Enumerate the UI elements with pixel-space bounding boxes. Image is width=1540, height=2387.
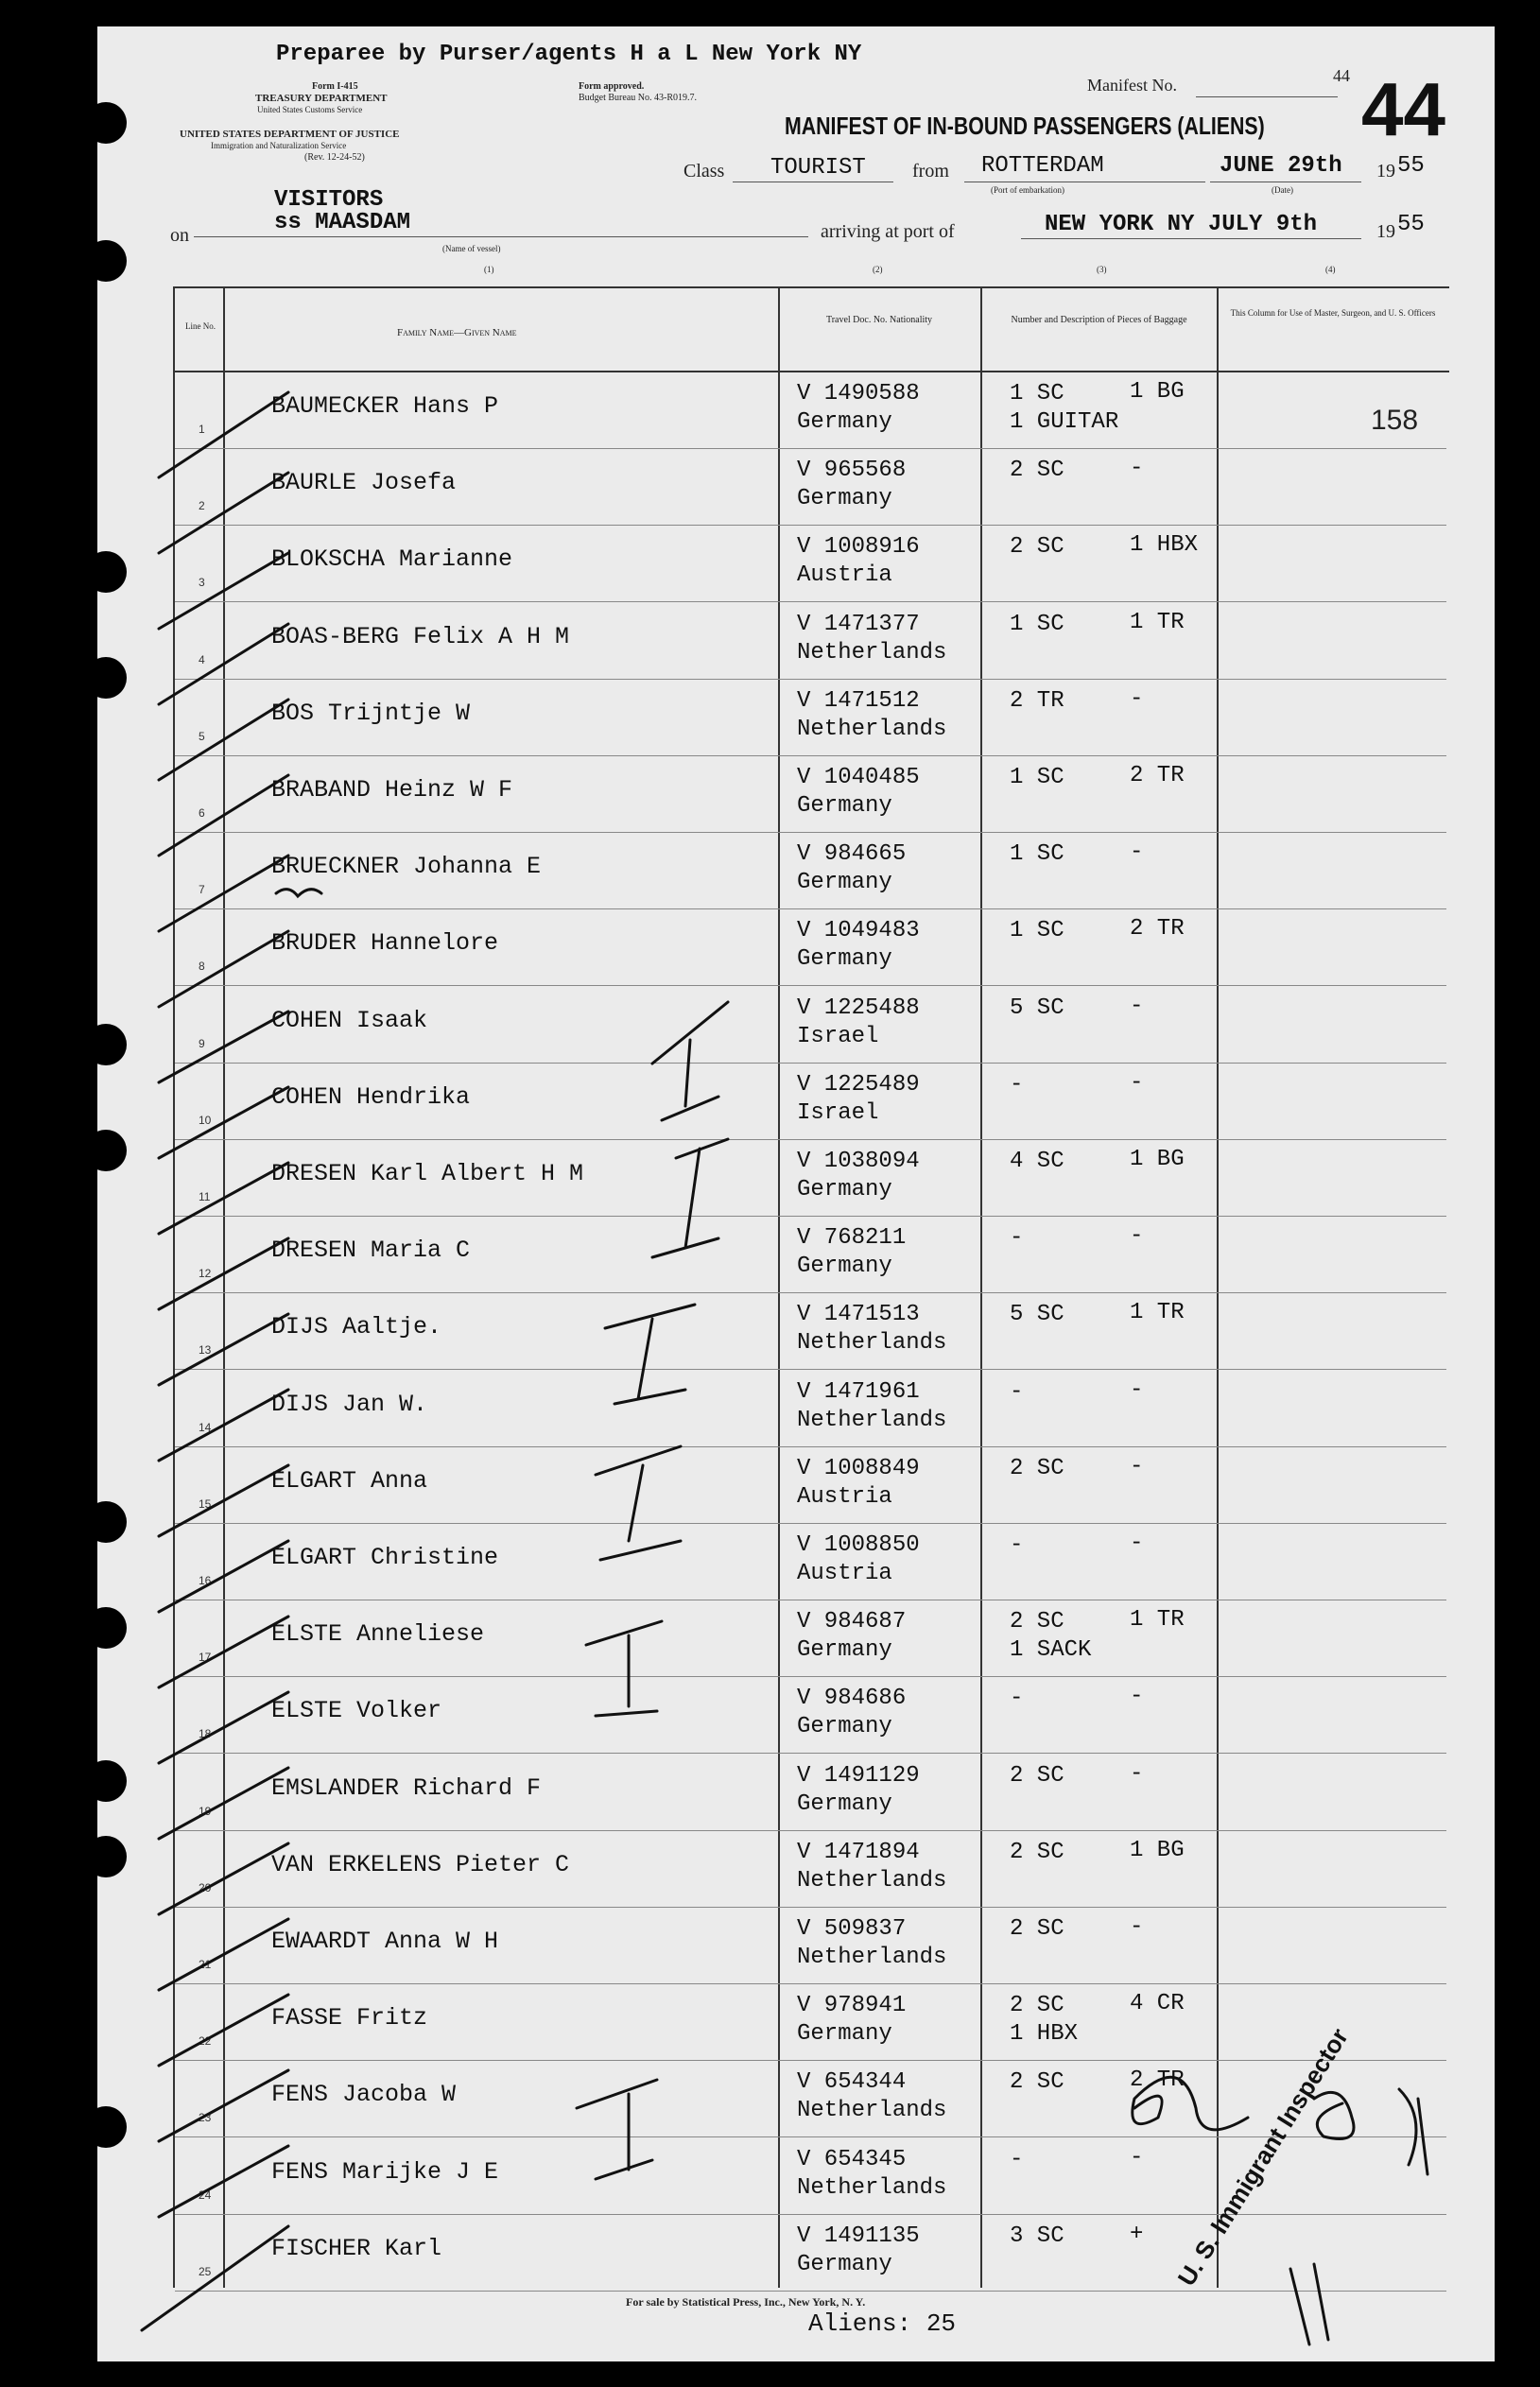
line-number: 22: [199, 2034, 212, 2048]
justice-label: UNITED STATES DEPARTMENT OF JUSTICE: [180, 129, 400, 140]
budget-bureau: Budget Bureau No. 43-R019.7.: [579, 93, 697, 103]
baggage-primary: 1 SC: [1010, 918, 1064, 943]
line-number: 18: [199, 1727, 212, 1740]
baggage-primary: 3 SC: [1010, 2223, 1064, 2249]
passenger-name: BAURLE Josefa: [271, 469, 457, 496]
baggage-extra: -: [1130, 2145, 1144, 2171]
baggage-extra: 1 HBX: [1130, 532, 1199, 558]
baggage-extra: +: [1130, 2222, 1144, 2247]
nationality: Germany: [797, 1177, 892, 1202]
baggage-extra: -: [1130, 1684, 1144, 1709]
travel-doc-number: V 978941: [797, 1993, 907, 2018]
baggage-extra: 2 TR: [1130, 2067, 1185, 2093]
travel-doc-number: V 654345: [797, 2147, 907, 2172]
line-number: 11: [199, 1190, 211, 1203]
prepared-by: Preparee by Purser/agents H a L New York NY: [276, 42, 862, 67]
line-number: 1: [199, 423, 205, 436]
row-divider: [175, 1830, 1446, 1831]
passenger-name: BRUDER Hannelore: [271, 929, 499, 957]
line-number: 10: [199, 1114, 212, 1127]
row-divider: [175, 1446, 1446, 1447]
punch-hole: [85, 1607, 127, 1649]
baggage-extra: -: [1130, 1531, 1144, 1556]
baggage-primary: 1 SC: [1010, 841, 1064, 867]
baggage-primary: -: [1010, 1532, 1024, 1558]
passenger-name: BAUMECKER Hans P: [271, 392, 499, 420]
row-divider: [175, 1369, 1446, 1370]
baggage-primary: 2 SC: [1010, 1609, 1064, 1635]
line-number: 13: [199, 1343, 212, 1357]
on-label: on: [170, 225, 189, 246]
vessel-name: ss MAASDAM: [274, 210, 411, 235]
baggage-extra: 1 BG: [1130, 379, 1185, 405]
baggage-primary: 1 SC: [1010, 381, 1064, 406]
baggage-extra: -: [1130, 1454, 1144, 1479]
passenger-name: BRUECKNER Johanna E: [271, 853, 542, 880]
baggage-extra: 1 TR: [1130, 1300, 1185, 1325]
nationality: Germany: [797, 2021, 892, 2047]
travel-doc-number: V 1471513: [797, 1302, 920, 1327]
class-value: TOURIST: [770, 155, 866, 181]
travel-doc-number: V 1490588: [797, 381, 920, 406]
punch-hole: [85, 1130, 127, 1171]
line-number: 23: [199, 2111, 212, 2124]
baggage-extra: -: [1130, 1914, 1144, 1940]
nationality: Netherlands: [797, 640, 947, 666]
line-number: 21: [199, 1958, 212, 1971]
passenger-name: BLOKSCHA Marianne: [271, 545, 513, 573]
passenger-name: FASSE Fritz: [271, 2004, 428, 2032]
vessel-caption: (Name of vessel): [442, 244, 501, 253]
nationality: Germany: [797, 1637, 892, 1663]
ins-label: Immigration and Naturalization Service: [211, 141, 347, 150]
passenger-name: BRABAND Heinz W F: [271, 776, 513, 804]
baggage-extra: -: [1130, 1377, 1144, 1403]
baggage-extra: -: [1130, 456, 1144, 481]
travel-doc-number: V 1038094: [797, 1149, 920, 1174]
column-number-4: (4): [1325, 265, 1336, 274]
line-number: 15: [199, 1497, 212, 1511]
punch-hole: [85, 240, 127, 282]
baggage-primary: 2 SC: [1010, 458, 1064, 483]
year-1: 55: [1397, 153, 1425, 179]
col-header-travel-doc: Travel Doc. No. Nationality: [825, 315, 933, 325]
baggage-extra: 1 TR: [1130, 610, 1185, 635]
inspector-stamp: U. S. Immigrant Inspector: [1171, 2023, 1354, 2292]
nationality: Netherlands: [797, 1408, 947, 1433]
manifest-title: MANIFEST OF IN-BOUND PASSENGERS (ALIENS): [785, 112, 1265, 140]
baggage-extra: 2 TR: [1130, 916, 1185, 942]
nationality: Germany: [797, 793, 892, 819]
baggage-primary: 1 SC: [1010, 612, 1064, 637]
baggage-secondary: 1 HBX: [1010, 2021, 1079, 2047]
passenger-name: ELSTE Volker: [271, 1697, 442, 1724]
row-divider: [175, 1063, 1446, 1064]
column-number-1: (1): [484, 265, 494, 274]
travel-doc-number: V 984665: [797, 841, 907, 867]
row-divider: [175, 832, 1446, 833]
baggage-primary: 2 SC: [1010, 1993, 1064, 2018]
date-caption: (Date): [1272, 185, 1293, 195]
arriving-label: arriving at port of: [821, 221, 955, 242]
row-divider: [175, 2136, 1446, 2137]
nationality: Austria: [797, 562, 892, 588]
punch-hole: [85, 551, 127, 593]
row-divider: [175, 755, 1446, 756]
row-divider: [175, 2291, 1446, 2292]
row-divider: [175, 525, 1446, 526]
baggage-primary: 2 SC: [1010, 1763, 1064, 1789]
punch-hole: [85, 657, 127, 699]
passenger-name: DRESEN Karl Albert H M: [271, 1160, 584, 1187]
travel-doc-number: V 768211: [797, 1225, 907, 1251]
col-header-line-no: Line No.: [185, 321, 216, 331]
baggage-primary: 2 SC: [1010, 1840, 1064, 1865]
from-value: ROTTERDAM: [981, 153, 1104, 179]
line-number: 8: [199, 960, 205, 973]
row-divider: [175, 601, 1446, 602]
punch-hole: [85, 1836, 127, 1877]
travel-doc-number: V 984686: [797, 1686, 907, 1711]
passenger-name: DRESEN Maria C: [271, 1237, 471, 1264]
line-number: 17: [199, 1651, 212, 1664]
baggage-primary: 5 SC: [1010, 1302, 1064, 1327]
line-number: 20: [199, 1881, 212, 1894]
row-divider: [175, 1676, 1446, 1677]
nationality: Netherlands: [797, 1945, 947, 1970]
visitors-label: VISITORS: [274, 187, 384, 213]
baggage-primary: -: [1010, 1686, 1024, 1711]
nationality: Germany: [797, 1254, 892, 1279]
nationality: Germany: [797, 409, 892, 435]
baggage-secondary: 1 GUITAR: [1010, 409, 1119, 435]
footer-sale-note: For sale by Statistical Press, Inc., New York, N. Y.: [626, 2295, 866, 2309]
passenger-name: BOS Trijntje W: [271, 700, 471, 727]
baggage-extra: -: [1130, 839, 1144, 865]
class-label: Class: [683, 161, 725, 182]
nationality: Germany: [797, 870, 892, 895]
manifest-number-small: 44: [1333, 66, 1350, 85]
baggage-primary: 5 SC: [1010, 995, 1064, 1021]
handwritten-158: 158: [1371, 405, 1419, 436]
row-divider: [175, 2060, 1446, 2061]
arrival-value: NEW YORK NY JULY 9th: [1045, 212, 1318, 237]
baggage-primary: 4 SC: [1010, 1149, 1064, 1174]
travel-doc-number: V 1008849: [797, 1456, 920, 1481]
baggage-extra: -: [1130, 686, 1144, 712]
nationality: Germany: [797, 1791, 892, 1817]
nationality: Germany: [797, 1714, 892, 1739]
line-number: 3: [199, 576, 205, 589]
travel-doc-number: V 1008850: [797, 1532, 920, 1558]
punch-hole: [85, 1024, 127, 1065]
nationality: Austria: [797, 1484, 892, 1510]
line-number: 9: [199, 1037, 205, 1050]
travel-doc-number: V 1225489: [797, 1072, 920, 1098]
baggage-primary: -: [1010, 1072, 1024, 1098]
form-number: Form I-415: [312, 81, 358, 92]
baggage-primary: 2 SC: [1010, 1456, 1064, 1481]
row-divider: [175, 908, 1446, 909]
line-number: 19: [199, 1805, 212, 1818]
line-number: 25: [199, 2265, 212, 2278]
nationality: Netherlands: [797, 1868, 947, 1894]
nationality: Germany: [797, 486, 892, 511]
col-header-baggage: Number and Description of Pieces of Baggage: [1011, 315, 1187, 325]
row-divider: [175, 2214, 1446, 2215]
year-prefix-2: 19: [1376, 221, 1395, 242]
baggage-primary: 2 SC: [1010, 534, 1064, 560]
row-divider: [175, 985, 1446, 986]
baggage-primary: 2 TR: [1010, 688, 1064, 714]
travel-doc-number: V 1471377: [797, 612, 920, 637]
passenger-name: ELSTE Anneliese: [271, 1620, 485, 1648]
travel-doc-number: V 965568: [797, 458, 907, 483]
year-2: 55: [1397, 212, 1425, 237]
column-number-2: (2): [873, 265, 883, 274]
baggage-primary: 2 SC: [1010, 1916, 1064, 1942]
line-number: 6: [199, 806, 205, 820]
travel-doc-number: V 1225488: [797, 995, 920, 1021]
baggage-extra: -: [1130, 994, 1144, 1019]
travel-doc-number: V 1491129: [797, 1763, 920, 1789]
passenger-name: COHEN Isaak: [271, 1007, 428, 1034]
row-divider: [175, 1139, 1446, 1140]
passenger-name: DIJS Jan W.: [271, 1391, 428, 1418]
line-number: 16: [199, 1574, 212, 1587]
customs-label: United States Customs Service: [257, 105, 363, 114]
nationality: Netherlands: [797, 717, 947, 742]
nationality: Netherlands: [797, 1330, 947, 1356]
port-caption: (Port of embarkation): [991, 185, 1064, 195]
passenger-name: COHEN Hendrika: [271, 1083, 471, 1111]
line-number: 4: [199, 653, 205, 666]
travel-doc-number: V 1471961: [797, 1379, 920, 1405]
travel-doc-number: V 1471512: [797, 688, 920, 714]
treasury-label: TREASURY DEPARTMENT: [255, 93, 388, 104]
manifest-number-big: 44: [1361, 67, 1445, 151]
passenger-name: ELGART Christine: [271, 1544, 499, 1571]
departure-date: JUNE 29th: [1220, 153, 1342, 179]
row-divider: [175, 1523, 1446, 1524]
nationality: Austria: [797, 1561, 892, 1586]
travel-doc-number: V 1491135: [797, 2223, 920, 2249]
manifest-label: Manifest No.: [1087, 76, 1177, 95]
baggage-primary: -: [1010, 1225, 1024, 1251]
nationality: Israel: [797, 1100, 879, 1126]
baggage-primary: -: [1010, 2147, 1024, 2172]
year-prefix-1: 19: [1376, 161, 1395, 182]
travel-doc-number: V 984687: [797, 1609, 907, 1635]
nationality: Germany: [797, 2252, 892, 2277]
line-number: 14: [199, 1421, 212, 1434]
baggage-extra: -: [1130, 1761, 1144, 1787]
column-number-3: (3): [1097, 265, 1107, 274]
passenger-name: FISCHER Karl: [271, 2235, 442, 2262]
row-divider: [175, 1907, 1446, 1908]
passenger-name: VAN ERKELENS Pieter C: [271, 1851, 570, 1878]
travel-doc-number: V 1049483: [797, 918, 920, 943]
row-divider: [175, 1216, 1446, 1217]
nationality: Netherlands: [797, 2098, 947, 2123]
col-header-name: Family Name—Given Name: [397, 327, 517, 338]
row-divider: [175, 1292, 1446, 1293]
travel-doc-number: V 1471894: [797, 1840, 920, 1865]
line-number: 12: [199, 1267, 212, 1280]
punch-hole: [85, 1501, 127, 1543]
nationality: Germany: [797, 946, 892, 972]
line-number: 2: [199, 499, 205, 512]
travel-doc-number: V 509837: [797, 1916, 907, 1942]
baggage-primary: 2 SC: [1010, 2069, 1064, 2095]
baggage-extra: 4 CR: [1130, 1991, 1185, 2016]
row-divider: [175, 1753, 1446, 1754]
travel-doc-number: V 654344: [797, 2069, 907, 2095]
punch-hole: [85, 102, 127, 144]
punch-hole: [85, 2106, 127, 2148]
baggage-primary: -: [1010, 1379, 1024, 1405]
baggage-extra: 1 TR: [1130, 1607, 1185, 1633]
travel-doc-number: V 1008916: [797, 534, 920, 560]
row-divider: [175, 448, 1446, 449]
passenger-name: FENS Marijke J E: [271, 2158, 499, 2186]
line-number: 7: [199, 883, 205, 896]
baggage-secondary: 1 SACK: [1010, 1637, 1092, 1663]
rev-label: (Rev. 12-24-52): [304, 152, 365, 163]
from-label: from: [912, 161, 949, 182]
row-divider: [175, 1983, 1446, 1984]
baggage-extra: -: [1130, 1223, 1144, 1249]
aliens-count: Aliens: 25: [808, 2309, 957, 2338]
passenger-name: DIJS Aaltje.: [271, 1313, 442, 1341]
baggage-extra: 2 TR: [1130, 763, 1185, 788]
travel-doc-number: V 1040485: [797, 765, 920, 790]
line-number: 24: [199, 2188, 212, 2202]
passenger-name: FENS Jacoba W: [271, 2081, 457, 2108]
passenger-name: BOAS-BERG Felix A H M: [271, 623, 570, 650]
punch-hole: [85, 1760, 127, 1802]
baggage-extra: 1 BG: [1130, 1838, 1185, 1863]
form-approved: Form approved.: [579, 81, 645, 92]
baggage-extra: -: [1130, 1070, 1144, 1096]
passenger-name: ELGART Anna: [271, 1467, 428, 1495]
baggage-extra: 1 BG: [1130, 1147, 1185, 1172]
nationality: Israel: [797, 1024, 879, 1049]
row-divider: [175, 679, 1446, 680]
nationality: Netherlands: [797, 2175, 947, 2201]
passenger-name: EWAARDT Anna W H: [271, 1928, 499, 1955]
baggage-primary: 1 SC: [1010, 765, 1064, 790]
col-header-officers: This Column for Use of Master, Surgeon, and U. S. Officers: [1230, 308, 1436, 318]
line-number: 5: [199, 730, 205, 743]
passenger-name: EMSLANDER Richard F: [271, 1774, 542, 1802]
